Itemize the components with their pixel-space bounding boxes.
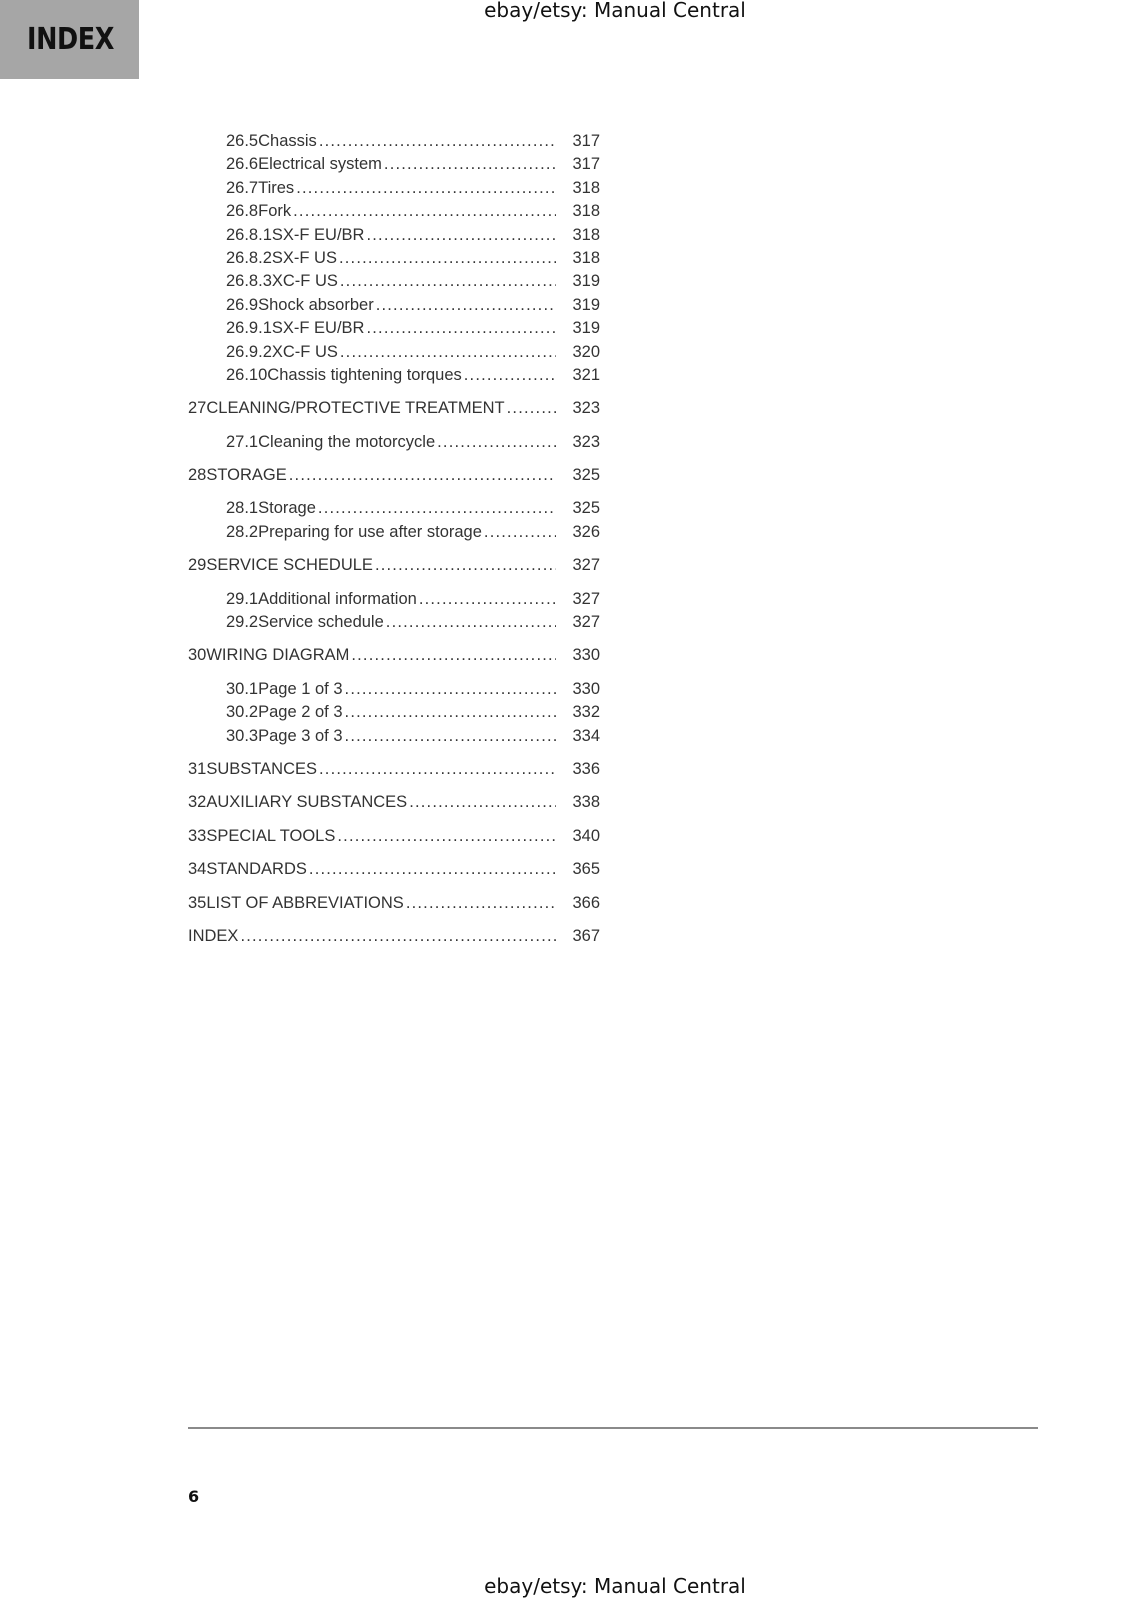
- toc-entry-number: 26.7: [226, 178, 259, 197]
- toc-entry-page[interactable]: 325: [572, 466, 600, 485]
- toc-entry-number: 33: [188, 826, 207, 845]
- toc-entry-number: 28.2: [226, 522, 259, 541]
- toc-entry[interactable]: [188, 725, 600, 748]
- toc-entry-title[interactable]: Chassis: [258, 132, 317, 150]
- dot-leader: [376, 294, 556, 317]
- toc-entry-number: 35: [188, 893, 207, 912]
- toc-entry-page[interactable]: 327: [572, 589, 600, 608]
- toc-entry[interactable]: [188, 497, 600, 520]
- toc-entry-number: 30.2: [226, 703, 259, 722]
- toc-entry[interactable]: [188, 611, 600, 634]
- dot-leader: [464, 364, 556, 387]
- toc-entry-title[interactable]: WIRING DIAGRAM: [206, 646, 350, 665]
- toc-entry-page[interactable]: 330: [572, 679, 600, 698]
- toc-entry-title[interactable]: CLEANING/PROTECTIVE TREATMENT: [206, 399, 505, 418]
- section-tab-label: INDEX: [27, 22, 114, 57]
- toc-entry-page[interactable]: 332: [572, 703, 600, 722]
- toc-entry[interactable]: [188, 341, 600, 364]
- toc-entry-number: 26.5: [226, 132, 259, 150]
- dot-leader: [309, 858, 556, 881]
- toc-entry-title[interactable]: SPECIAL TOOLS: [206, 826, 336, 845]
- dot-leader: [484, 521, 556, 544]
- toc-entry-page[interactable]: 318: [572, 248, 600, 267]
- footer-divider: [188, 1427, 1038, 1429]
- toc-entry[interactable]: [188, 224, 600, 247]
- dot-leader: [319, 758, 556, 781]
- toc-entry-title[interactable]: Page 1 of 3: [258, 679, 343, 698]
- dot-leader: [319, 130, 556, 153]
- toc-entry-page[interactable]: 323: [572, 432, 600, 451]
- toc-entry-number: 30: [188, 646, 207, 665]
- toc-entry[interactable]: [188, 270, 600, 293]
- toc-entry-page[interactable]: 317: [572, 155, 600, 174]
- toc-entry-number: 26.9.2: [226, 342, 272, 361]
- toc-entry[interactable]: [188, 294, 600, 317]
- toc-entry-title[interactable]: SX-F US: [271, 248, 337, 267]
- toc-entry-title[interactable]: Page 2 of 3: [258, 703, 343, 722]
- dot-leader: [240, 925, 556, 948]
- toc-entry-page[interactable]: 338: [572, 793, 600, 812]
- toc-entry-number: 34: [188, 860, 207, 879]
- toc-entry-page[interactable]: 327: [572, 613, 600, 632]
- toc-entry-page[interactable]: 330: [572, 646, 600, 665]
- toc-entry-number: 26.10: [226, 365, 268, 384]
- toc-entry-number: 26.8.1: [226, 225, 272, 244]
- dot-leader: [386, 611, 556, 634]
- toc-entry-title[interactable]: SERVICE SCHEDULE: [206, 556, 373, 575]
- toc-entry-title[interactable]: Cleaning the motorcycle: [258, 432, 436, 451]
- toc-entry[interactable]: [188, 825, 600, 848]
- toc-entry-page[interactable]: 319: [572, 295, 600, 314]
- dot-leader: [375, 554, 556, 577]
- toc-entry[interactable]: [188, 858, 600, 881]
- toc-entry-number: 29: [188, 556, 207, 575]
- toc-entry[interactable]: [188, 758, 600, 781]
- dot-leader: [437, 431, 556, 454]
- section-tab-index: [0, 0, 139, 79]
- toc-entry-page[interactable]: 318: [572, 225, 600, 244]
- dot-leader: [406, 892, 556, 915]
- dot-leader: [351, 644, 556, 667]
- toc-entry[interactable]: [188, 678, 600, 701]
- toc-entry[interactable]: [188, 364, 600, 387]
- toc-entry-page[interactable]: 323: [572, 399, 600, 418]
- toc-entry[interactable]: [188, 892, 600, 915]
- toc-entry-number: 30.1: [226, 679, 259, 698]
- toc-entry-title[interactable]: AUXILIARY SUBSTANCES: [206, 793, 408, 812]
- toc-entry-title[interactable]: INDEX: [188, 926, 239, 945]
- toc-entry[interactable]: [188, 791, 600, 814]
- dot-leader: [507, 397, 556, 420]
- page-number: 6: [188, 1487, 200, 1506]
- dot-leader: [340, 341, 556, 364]
- dot-leader: [337, 825, 556, 848]
- toc-entry[interactable]: [188, 153, 600, 176]
- toc-entry-number: 29.2: [226, 613, 259, 632]
- table-of-contents: [188, 130, 600, 948]
- toc-entry-page[interactable]: 321: [572, 365, 600, 384]
- dot-leader: [409, 791, 556, 814]
- toc-entry-title[interactable]: Electrical system: [258, 155, 382, 174]
- toc-entry-number: 30.3: [226, 726, 259, 745]
- toc-entry-number: 28.1: [226, 499, 259, 518]
- toc-entry-title[interactable]: LIST OF ABBREVIATIONS: [206, 893, 404, 912]
- toc-entry-title[interactable]: XC-F US: [271, 342, 338, 361]
- dot-leader: [419, 588, 556, 611]
- toc-entry-title[interactable]: Shock absorber: [258, 295, 374, 314]
- toc-entry-number: 31: [188, 759, 207, 778]
- toc-entry[interactable]: [188, 397, 600, 420]
- dot-leader: [345, 701, 556, 724]
- toc-entry-title[interactable]: STORAGE: [206, 466, 287, 485]
- watermark-header: ebay/etsy: Manual Central: [484, 0, 746, 22]
- toc-entry-title[interactable]: Chassis tightening torques: [267, 365, 462, 384]
- dot-leader: [289, 464, 556, 487]
- toc-entry-page[interactable]: 318: [572, 178, 600, 197]
- toc-entry-title[interactable]: SX-F EU/BR: [271, 319, 365, 338]
- toc-entry-title[interactable]: Page 3 of 3: [258, 726, 343, 745]
- toc-entry-page[interactable]: 367: [572, 926, 600, 945]
- toc-entry[interactable]: [188, 247, 600, 270]
- dot-leader: [345, 678, 556, 701]
- toc-entry-title[interactable]: SX-F EU/BR: [271, 225, 365, 244]
- toc-entry[interactable]: [188, 925, 600, 948]
- toc-entry[interactable]: [188, 200, 600, 223]
- toc-entry[interactable]: [188, 431, 600, 454]
- toc-entry-title[interactable]: SUBSTANCES: [206, 759, 317, 778]
- toc-entry-number: 26.8: [226, 202, 259, 221]
- toc-entry[interactable]: [188, 521, 600, 544]
- toc-entry-page[interactable]: 366: [572, 893, 600, 912]
- toc-entry-number: 28: [188, 466, 207, 485]
- toc-entry-number: 26.8.3: [226, 272, 272, 291]
- dot-leader: [296, 177, 556, 200]
- toc-entry-title[interactable]: Tires: [258, 178, 295, 197]
- toc-entry-title[interactable]: XC-F US: [271, 272, 338, 291]
- toc-entry[interactable]: [188, 644, 600, 667]
- toc-entry-page[interactable]: 327: [572, 556, 600, 575]
- toc-entry[interactable]: [188, 317, 600, 340]
- watermark-footer: ebay/etsy: Manual Central: [484, 1574, 746, 1598]
- toc-entry[interactable]: [188, 177, 600, 200]
- toc-entry-page[interactable]: 365: [572, 860, 600, 879]
- toc-entry-title[interactable]: STANDARDS: [206, 860, 307, 879]
- toc-entry-number: 27: [188, 399, 207, 418]
- toc-entry-number: 29.1: [226, 589, 259, 608]
- toc-entry-number: 32: [188, 793, 207, 812]
- toc-entry-page[interactable]: 326: [572, 522, 600, 541]
- toc-entry[interactable]: [188, 701, 600, 724]
- toc-entry-title[interactable]: Preparing for use after storage: [258, 522, 482, 541]
- toc-entry-number: 26.9.1: [226, 319, 272, 338]
- toc-entry[interactable]: [188, 588, 600, 611]
- dot-leader: [340, 270, 556, 293]
- toc-entry-title[interactable]: Additional information: [258, 589, 417, 608]
- toc-entry[interactable]: [188, 464, 600, 487]
- toc-entry-page[interactable]: 334: [572, 726, 600, 745]
- dot-leader: [384, 153, 556, 176]
- toc-entry-title[interactable]: Service schedule: [258, 613, 384, 632]
- dot-leader: [318, 497, 556, 520]
- toc-entry-page[interactable]: 336: [572, 759, 600, 778]
- dot-leader: [366, 224, 556, 247]
- toc-entry[interactable]: [188, 554, 600, 577]
- dot-leader: [293, 200, 556, 223]
- toc-entry-number: 26.8.2: [226, 248, 272, 267]
- toc-entry-page[interactable]: 340: [572, 826, 600, 845]
- toc-entry-number: 26.9: [226, 295, 259, 314]
- toc-entry-title[interactable]: Storage: [258, 499, 316, 518]
- toc-entry-number: 27.1: [226, 432, 259, 451]
- toc-entry-page[interactable]: 320: [572, 342, 600, 361]
- toc-entry-title[interactable]: Fork: [258, 202, 292, 221]
- toc-entry-page[interactable]: 319: [572, 319, 600, 338]
- toc-entry[interactable]: [188, 130, 600, 153]
- toc-entry-number: 26.6: [226, 155, 259, 174]
- dot-leader: [339, 247, 556, 270]
- toc-entry-page[interactable]: 325: [572, 499, 600, 518]
- toc-entry-page[interactable]: 318: [572, 202, 600, 221]
- dot-leader: [366, 317, 556, 340]
- toc-entry-page[interactable]: 317: [572, 132, 600, 150]
- toc-entry-page[interactable]: 319: [572, 272, 600, 291]
- dot-leader: [345, 725, 556, 748]
